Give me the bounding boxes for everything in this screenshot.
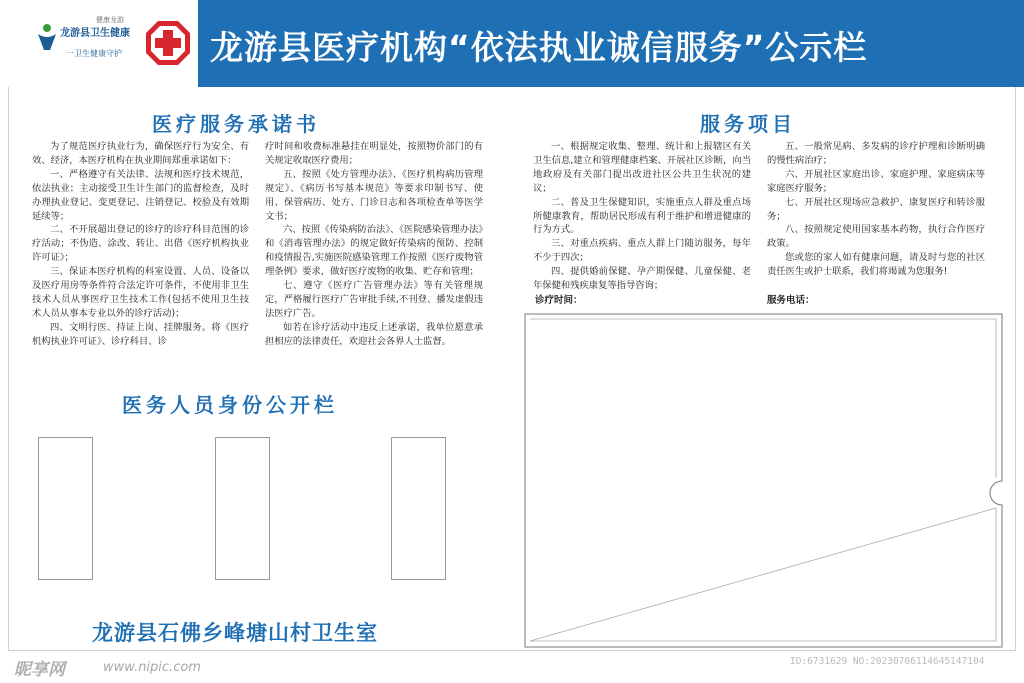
watermark-id: ID:6731629 NO:20230706114645147104 xyxy=(790,656,985,667)
logo-text: 龙游县卫生健康 xyxy=(60,28,130,39)
logo-top-text: 健康龙游 xyxy=(96,17,124,24)
page-title: 龙游县医疗机构“依法执业诚信服务”公示栏 xyxy=(210,28,868,67)
logo-area xyxy=(0,0,198,87)
commitment-paragraph: 六、按照《传染病防治法》、《医院感染管理办法》和《消毒管理办法》的规定做好传染病的预防、控制和疫情报告,实施医院感染管理工作按照《医疗废物管理条例》要求，做好医疗废物的收集、贮存和管理； xyxy=(265,224,483,278)
commitment-paragraph: 五、按照《处方管理办法》、《医疗机构病历管理规定》、《病历书写基本规范》等要求印制书写、使用、保管病历、处方、门诊日志和各项检查单等医学文书； xyxy=(265,168,483,222)
service-item: 八、按照规定使用国家基本药物，执行合作医疗政策。 xyxy=(767,224,985,250)
commitment-paragraph: 一、严格遵守有关法律、法规和医疗技术规范，依法执业；主动接受卫生计生部门的监督检查，及时办理执业登记、变更登记、注销登记、校验及有效期延续等； xyxy=(32,168,249,222)
logo-figure-icon xyxy=(36,22,58,52)
commitment-paragraph: 二、不开展超出登记的诊疗的诊疗科目范围的诊疗活动；不伪造、涂改、转让、出借《医疗机构执业许可证》； xyxy=(32,224,249,264)
header-banner xyxy=(0,0,1024,87)
commitment-paragraph: 七、遵守《医疗广告管理办法》等有关管理规定，严格履行医疗广告审批手续,不刊登、播发虚假违法医疗广告。 xyxy=(265,280,483,319)
service-item: 二、普及卫生保健知识，实施重点人群及重点场所健康教育，帮助居民形成有利于维护和增进健康的行为方式。 xyxy=(533,196,751,236)
commitment-paragraph: 四、文明行医、持证上岗、挂牌服务。将《医疗机构执业许可证》、诊疗科目、诊 xyxy=(32,321,249,347)
phone-label: 服务电话： xyxy=(767,295,815,306)
service-item: 七、开展社区现场应急救护、康复医疗和转诊服务； xyxy=(767,196,985,222)
commitment-paragraph: 三、保证本医疗机构的科室设置、人员、设备以及医疗用房等条件符合法定许可条件，不使用非卫生技术人员从事医疗卫生技术工作(包括不使用卫生技术人员从事本专业以外的诊疗活动)； xyxy=(32,266,249,319)
commitment-right-column xyxy=(265,140,483,349)
display-panel xyxy=(524,313,1004,648)
watermark-site: 昵享网 xyxy=(14,660,65,680)
service-item: 三、对重点疾病、重点人群上门随访服务，每年不少于四次； xyxy=(533,238,751,264)
staff-photo-card xyxy=(215,437,270,580)
services-heading: 服务项目 xyxy=(700,112,796,136)
commitment-paragraph: 疗时间和收费标准悬挂在明显处，按照物价部门的有关规定收取医疗费用； xyxy=(265,141,483,166)
commitment-paragraph: 为了规范医疗执业行为，确保医疗行为安全、有效、经济，本医疗机构在执业期间郑重承诺如下： xyxy=(32,141,249,166)
commitment-paragraph: 如若在诊疗活动中违反上述承诺，我单位愿意承担相应的法律责任，欢迎社会各界人士监督。 xyxy=(265,321,483,347)
service-item: 五、一般常见病、多发病的诊疗护理和诊断明确的慢性病治疗； xyxy=(767,141,985,166)
hours-label: 诊疗时间： xyxy=(535,295,583,306)
services-right-column xyxy=(767,140,985,279)
service-item: 六、开展社区家庭出诊、家庭护理、家庭病床等家庭医疗服务； xyxy=(767,168,985,194)
red-cross-icon xyxy=(143,18,193,68)
logo-subtext: 一卫生健康守护 xyxy=(66,49,122,58)
staff-photo-card xyxy=(391,437,446,580)
watermark-url: www.nipic.com xyxy=(103,660,201,675)
clinic-name: 龙游县石佛乡峰塘山村卫生室 xyxy=(92,621,378,645)
staff-heading: 医务人员身份公开栏 xyxy=(122,393,338,417)
service-item: 四、提供婚前保健、孕产期保健、儿童保健、老年保健和残疾康复等指导咨询； xyxy=(533,266,751,292)
staff-photo-card xyxy=(38,437,93,580)
services-left-column xyxy=(533,140,751,293)
service-item: 一、根据规定收集、整理、统计和上报辖区有关卫生信息,建立和管理健康档案、开展社区诊断，向当地政府及有关部门提出改进社区公共卫生状况的建议； xyxy=(533,141,751,194)
commitment-heading: 医疗服务承诺书 xyxy=(152,112,320,136)
commitment-left-column xyxy=(32,140,249,349)
service-item: 您或您的家人如有健康问题，请及时与您的社区责任医生或护士联系，我们将竭诚为您服务! xyxy=(767,252,985,278)
